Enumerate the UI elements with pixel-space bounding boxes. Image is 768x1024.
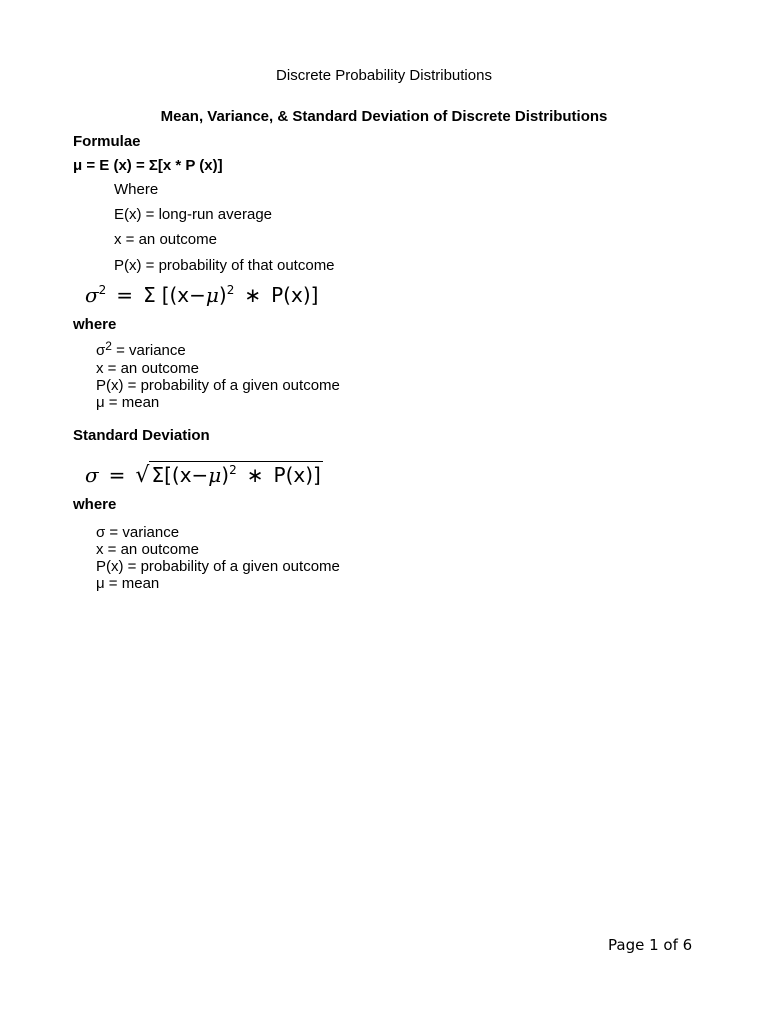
sd-def-probability: P(x) = probability of a given outcome: [96, 558, 340, 575]
sd-def-mean: μ = mean: [96, 575, 160, 592]
standard-deviation-label: Standard Deviation: [73, 427, 210, 444]
mean-def-expected: E(x) = long-run average: [114, 206, 272, 223]
variance-def-sigma: $\sigma^2$ = variance: [96, 339, 186, 359]
standard-deviation-formula: σ = √ $\Sigma[(x-\mu)^2$ ∗ P(x)]: [85, 463, 321, 488]
variance-def-outcome: x = an outcome: [96, 360, 199, 377]
sd-def-outcome: x = an outcome: [96, 541, 199, 558]
variance-formula: $\sigma^2 = \Sigma$ [$(x-\mu)^2$ ∗ P(x)]: [85, 283, 319, 307]
section-heading: Mean, Variance, & Standard Deviation of Discrete Distributions: [160, 108, 608, 125]
variance-def-mean: μ = mean: [96, 394, 160, 411]
mean-formula: μ = E (x) = Σ[x * P (x)]: [73, 157, 223, 174]
mean-where-label: Where: [114, 181, 159, 198]
formulae-label: Formulae: [73, 133, 141, 150]
sd-def-sigma: σ = variance: [96, 524, 180, 541]
variance-where-label: where: [73, 316, 117, 333]
mean-def-outcome: x = an outcome: [114, 231, 217, 248]
variance-def-probability: P(x) = probability of a given outcome: [96, 377, 340, 394]
document-header: Discrete Probability Distributions: [276, 67, 492, 84]
standard-deviation-where-label: where: [73, 496, 117, 513]
mean-def-probability: P(x) = probability of that outcome: [114, 257, 335, 274]
page-number: Page 1 of 6: [608, 936, 693, 954]
